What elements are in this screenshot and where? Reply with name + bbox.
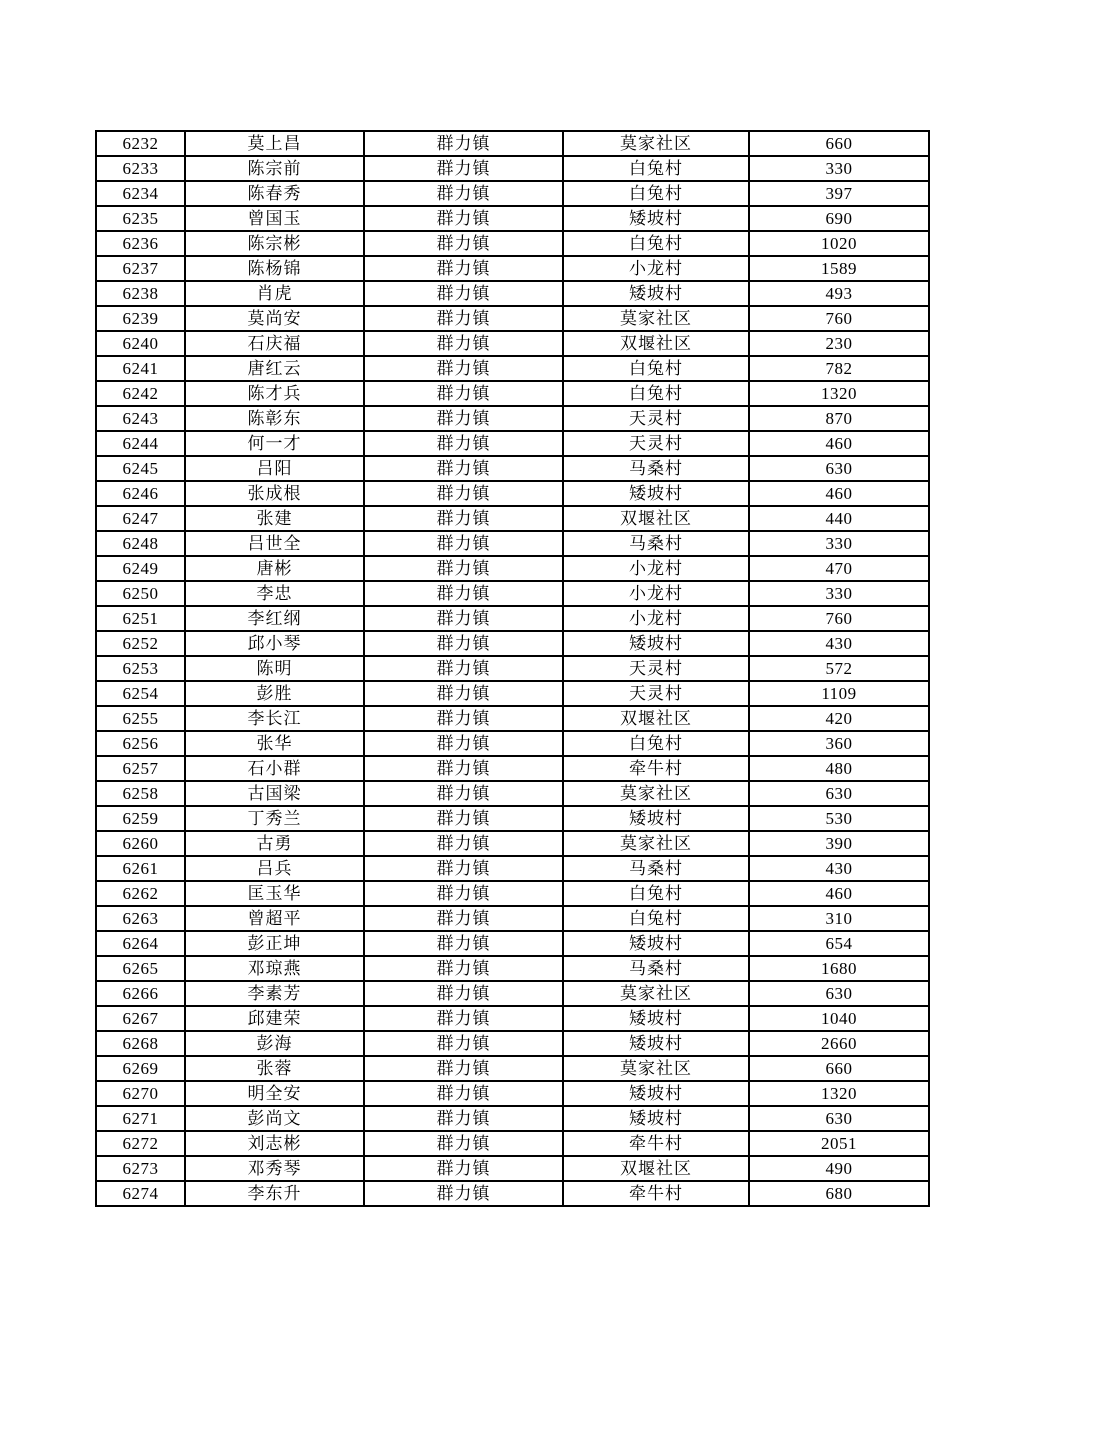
- cell-serial-number: 6238: [96, 281, 185, 306]
- cell-serial-number: 6232: [96, 131, 185, 156]
- cell-village: 矮坡村: [563, 806, 749, 831]
- cell-person-name: 彭海: [185, 1031, 364, 1056]
- cell-amount: 440: [749, 506, 929, 531]
- cell-village: 牵牛村: [563, 1131, 749, 1156]
- cell-town: 群力镇: [364, 1081, 563, 1106]
- cell-amount: 760: [749, 306, 929, 331]
- cell-town: 群力镇: [364, 406, 563, 431]
- cell-person-name: 陈彰东: [185, 406, 364, 431]
- cell-village: 矮坡村: [563, 206, 749, 231]
- cell-serial-number: 6248: [96, 531, 185, 556]
- table-row: [96, 1106, 929, 1131]
- cell-village: 白兔村: [563, 156, 749, 181]
- table-row: [96, 456, 929, 481]
- cell-village: 小龙村: [563, 256, 749, 281]
- cell-town: 群力镇: [364, 681, 563, 706]
- cell-serial-number: 6258: [96, 781, 185, 806]
- cell-serial-number: 6244: [96, 431, 185, 456]
- cell-town: 群力镇: [364, 1181, 563, 1206]
- cell-town: 群力镇: [364, 881, 563, 906]
- cell-town: 群力镇: [364, 1006, 563, 1031]
- cell-village: 莫家社区: [563, 831, 749, 856]
- table-row: [96, 706, 929, 731]
- table-row: [96, 431, 929, 456]
- table-row: [96, 781, 929, 806]
- cell-town: 群力镇: [364, 431, 563, 456]
- cell-town: 群力镇: [364, 206, 563, 231]
- cell-village: 小龙村: [563, 556, 749, 581]
- cell-village: 天灵村: [563, 406, 749, 431]
- cell-amount: 310: [749, 906, 929, 931]
- cell-person-name: 莫尚安: [185, 306, 364, 331]
- cell-town: 群力镇: [364, 1106, 563, 1131]
- cell-village: 牵牛村: [563, 756, 749, 781]
- cell-village: 矮坡村: [563, 1081, 749, 1106]
- cell-person-name: 张建: [185, 506, 364, 531]
- cell-village: 马桑村: [563, 531, 749, 556]
- cell-amount: 630: [749, 456, 929, 481]
- cell-amount: 1040: [749, 1006, 929, 1031]
- cell-town: 群力镇: [364, 456, 563, 481]
- table-row: [96, 731, 929, 756]
- cell-serial-number: 6265: [96, 956, 185, 981]
- cell-amount: 430: [749, 856, 929, 881]
- cell-town: 群力镇: [364, 131, 563, 156]
- cell-village: 莫家社区: [563, 306, 749, 331]
- cell-amount: 330: [749, 581, 929, 606]
- cell-village: 莫家社区: [563, 781, 749, 806]
- cell-person-name: 吕世全: [185, 531, 364, 556]
- cell-village: 莫家社区: [563, 131, 749, 156]
- cell-person-name: 张蓉: [185, 1056, 364, 1081]
- records-table: [95, 130, 930, 1207]
- table-row: [96, 756, 929, 781]
- cell-amount: 782: [749, 356, 929, 381]
- cell-person-name: 刘志彬: [185, 1131, 364, 1156]
- cell-person-name: 陈明: [185, 656, 364, 681]
- cell-serial-number: 6272: [96, 1131, 185, 1156]
- cell-person-name: 陈宗彬: [185, 231, 364, 256]
- cell-serial-number: 6257: [96, 756, 185, 781]
- cell-person-name: 彭正坤: [185, 931, 364, 956]
- table-row: [96, 631, 929, 656]
- cell-amount: 1109: [749, 681, 929, 706]
- table-row: [96, 931, 929, 956]
- table-row: [96, 181, 929, 206]
- cell-amount: 397: [749, 181, 929, 206]
- cell-village: 天灵村: [563, 431, 749, 456]
- cell-amount: 660: [749, 1056, 929, 1081]
- cell-village: 白兔村: [563, 906, 749, 931]
- cell-village: 矮坡村: [563, 631, 749, 656]
- cell-person-name: 陈杨锦: [185, 256, 364, 281]
- cell-village: 矮坡村: [563, 1006, 749, 1031]
- cell-serial-number: 6239: [96, 306, 185, 331]
- cell-village: 白兔村: [563, 181, 749, 206]
- cell-serial-number: 6271: [96, 1106, 185, 1131]
- cell-serial-number: 6269: [96, 1056, 185, 1081]
- cell-person-name: 李红纲: [185, 606, 364, 631]
- cell-village: 白兔村: [563, 381, 749, 406]
- cell-village: 双堰社区: [563, 1156, 749, 1181]
- cell-amount: 660: [749, 131, 929, 156]
- cell-village: 牵牛村: [563, 1181, 749, 1206]
- cell-serial-number: 6249: [96, 556, 185, 581]
- cell-serial-number: 6235: [96, 206, 185, 231]
- cell-town: 群力镇: [364, 981, 563, 1006]
- cell-amount: 680: [749, 1181, 929, 1206]
- cell-person-name: 吕阳: [185, 456, 364, 481]
- cell-amount: 1680: [749, 956, 929, 981]
- cell-person-name: 明全安: [185, 1081, 364, 1106]
- cell-serial-number: 6236: [96, 231, 185, 256]
- cell-town: 群力镇: [364, 531, 563, 556]
- cell-person-name: 邓琼燕: [185, 956, 364, 981]
- table-row: [96, 831, 929, 856]
- table-row: [96, 606, 929, 631]
- cell-amount: 690: [749, 206, 929, 231]
- cell-person-name: 邱小琴: [185, 631, 364, 656]
- cell-village: 双堰社区: [563, 706, 749, 731]
- cell-village: 马桑村: [563, 456, 749, 481]
- cell-person-name: 唐红云: [185, 356, 364, 381]
- cell-serial-number: 6252: [96, 631, 185, 656]
- cell-town: 群力镇: [364, 1056, 563, 1081]
- cell-serial-number: 6270: [96, 1081, 185, 1106]
- cell-serial-number: 6268: [96, 1031, 185, 1056]
- cell-person-name: 丁秀兰: [185, 806, 364, 831]
- table-row: [96, 1131, 929, 1156]
- cell-town: 群力镇: [364, 906, 563, 931]
- cell-serial-number: 6241: [96, 356, 185, 381]
- cell-person-name: 陈宗前: [185, 156, 364, 181]
- cell-town: 群力镇: [364, 706, 563, 731]
- cell-serial-number: 6233: [96, 156, 185, 181]
- cell-town: 群力镇: [364, 606, 563, 631]
- table-row: [96, 1031, 929, 1056]
- cell-town: 群力镇: [364, 856, 563, 881]
- cell-amount: 470: [749, 556, 929, 581]
- cell-town: 群力镇: [364, 1131, 563, 1156]
- cell-serial-number: 6240: [96, 331, 185, 356]
- cell-town: 群力镇: [364, 156, 563, 181]
- cell-town: 群力镇: [364, 731, 563, 756]
- cell-village: 天灵村: [563, 656, 749, 681]
- cell-person-name: 吕兵: [185, 856, 364, 881]
- table-row: [96, 556, 929, 581]
- cell-town: 群力镇: [364, 1156, 563, 1181]
- cell-village: 白兔村: [563, 731, 749, 756]
- cell-village: 白兔村: [563, 881, 749, 906]
- cell-village: 小龙村: [563, 581, 749, 606]
- cell-serial-number: 6255: [96, 706, 185, 731]
- table-row: [96, 356, 929, 381]
- cell-town: 群力镇: [364, 356, 563, 381]
- cell-serial-number: 6256: [96, 731, 185, 756]
- cell-village: 双堰社区: [563, 506, 749, 531]
- cell-town: 群力镇: [364, 281, 563, 306]
- cell-town: 群力镇: [364, 831, 563, 856]
- cell-village: 马桑村: [563, 956, 749, 981]
- cell-town: 群力镇: [364, 231, 563, 256]
- cell-serial-number: 6250: [96, 581, 185, 606]
- cell-person-name: 古勇: [185, 831, 364, 856]
- cell-amount: 2051: [749, 1131, 929, 1156]
- table-row: [96, 1056, 929, 1081]
- cell-person-name: 石庆福: [185, 331, 364, 356]
- cell-village: 小龙村: [563, 606, 749, 631]
- cell-town: 群力镇: [364, 506, 563, 531]
- table-row: [96, 281, 929, 306]
- table-row: [96, 806, 929, 831]
- cell-serial-number: 6247: [96, 506, 185, 531]
- records-table-body: [96, 131, 929, 1206]
- cell-person-name: 陈春秀: [185, 181, 364, 206]
- cell-serial-number: 6261: [96, 856, 185, 881]
- cell-amount: 630: [749, 981, 929, 1006]
- table-row: [96, 131, 929, 156]
- cell-town: 群力镇: [364, 181, 563, 206]
- cell-village: 天灵村: [563, 681, 749, 706]
- cell-amount: 630: [749, 1106, 929, 1131]
- cell-town: 群力镇: [364, 656, 563, 681]
- cell-serial-number: 6264: [96, 931, 185, 956]
- cell-amount: 430: [749, 631, 929, 656]
- cell-town: 群力镇: [364, 331, 563, 356]
- cell-town: 群力镇: [364, 481, 563, 506]
- cell-village: 矮坡村: [563, 481, 749, 506]
- cell-town: 群力镇: [364, 306, 563, 331]
- cell-amount: 420: [749, 706, 929, 731]
- table-row: [96, 581, 929, 606]
- cell-town: 群力镇: [364, 256, 563, 281]
- cell-person-name: 石小群: [185, 756, 364, 781]
- cell-person-name: 肖虎: [185, 281, 364, 306]
- cell-serial-number: 6266: [96, 981, 185, 1006]
- cell-amount: 2660: [749, 1031, 929, 1056]
- table-row: [96, 156, 929, 181]
- table-row: [96, 1081, 929, 1106]
- cell-amount: 330: [749, 531, 929, 556]
- cell-town: 群力镇: [364, 556, 563, 581]
- cell-village: 双堰社区: [563, 331, 749, 356]
- cell-village: 矮坡村: [563, 931, 749, 956]
- cell-person-name: 唐彬: [185, 556, 364, 581]
- cell-amount: 460: [749, 431, 929, 456]
- cell-serial-number: 6246: [96, 481, 185, 506]
- cell-town: 群力镇: [364, 1031, 563, 1056]
- cell-serial-number: 6237: [96, 256, 185, 281]
- cell-amount: 493: [749, 281, 929, 306]
- cell-person-name: 李东升: [185, 1181, 364, 1206]
- cell-amount: 490: [749, 1156, 929, 1181]
- cell-amount: 630: [749, 781, 929, 806]
- table-row: [96, 906, 929, 931]
- cell-serial-number: 6274: [96, 1181, 185, 1206]
- cell-serial-number: 6234: [96, 181, 185, 206]
- cell-person-name: 匡玉华: [185, 881, 364, 906]
- cell-serial-number: 6254: [96, 681, 185, 706]
- cell-person-name: 邓秀琴: [185, 1156, 364, 1181]
- cell-amount: 330: [749, 156, 929, 181]
- cell-amount: 1589: [749, 256, 929, 281]
- cell-amount: 572: [749, 656, 929, 681]
- cell-amount: 654: [749, 931, 929, 956]
- cell-town: 群力镇: [364, 931, 563, 956]
- cell-amount: 460: [749, 481, 929, 506]
- cell-serial-number: 6243: [96, 406, 185, 431]
- table-row: [96, 306, 929, 331]
- table-row: [96, 1156, 929, 1181]
- table-row: [96, 531, 929, 556]
- table-row: [96, 481, 929, 506]
- cell-person-name: 曾国玉: [185, 206, 364, 231]
- cell-person-name: 彭尚文: [185, 1106, 364, 1131]
- cell-person-name: 张成根: [185, 481, 364, 506]
- cell-amount: 460: [749, 881, 929, 906]
- cell-town: 群力镇: [364, 781, 563, 806]
- table-row: [96, 1181, 929, 1206]
- cell-amount: 390: [749, 831, 929, 856]
- cell-amount: 230: [749, 331, 929, 356]
- table-row: [96, 206, 929, 231]
- cell-town: 群力镇: [364, 631, 563, 656]
- table-row: [96, 956, 929, 981]
- cell-village: 马桑村: [563, 856, 749, 881]
- cell-village: 白兔村: [563, 231, 749, 256]
- table-row: [96, 406, 929, 431]
- table-row: [96, 331, 929, 356]
- cell-serial-number: 6260: [96, 831, 185, 856]
- cell-amount: 360: [749, 731, 929, 756]
- cell-village: 白兔村: [563, 356, 749, 381]
- cell-amount: 1320: [749, 1081, 929, 1106]
- cell-person-name: 陈才兵: [185, 381, 364, 406]
- cell-serial-number: 6242: [96, 381, 185, 406]
- cell-person-name: 古国梁: [185, 781, 364, 806]
- table-row: [96, 1006, 929, 1031]
- cell-serial-number: 6253: [96, 656, 185, 681]
- cell-village: 矮坡村: [563, 281, 749, 306]
- cell-person-name: 李长江: [185, 706, 364, 731]
- table-row: [96, 656, 929, 681]
- cell-person-name: 张华: [185, 731, 364, 756]
- table-row: [96, 256, 929, 281]
- cell-amount: 1020: [749, 231, 929, 256]
- cell-person-name: 曾超平: [185, 906, 364, 931]
- cell-amount: 530: [749, 806, 929, 831]
- cell-serial-number: 6259: [96, 806, 185, 831]
- cell-town: 群力镇: [364, 806, 563, 831]
- cell-serial-number: 6262: [96, 881, 185, 906]
- cell-town: 群力镇: [364, 756, 563, 781]
- cell-village: 莫家社区: [563, 1056, 749, 1081]
- cell-person-name: 李素芳: [185, 981, 364, 1006]
- table-row: [96, 381, 929, 406]
- cell-town: 群力镇: [364, 381, 563, 406]
- table-row: [96, 681, 929, 706]
- table-row: [96, 981, 929, 1006]
- cell-person-name: 何一才: [185, 431, 364, 456]
- cell-village: 莫家社区: [563, 981, 749, 1006]
- cell-person-name: 邱建荣: [185, 1006, 364, 1031]
- cell-serial-number: 6273: [96, 1156, 185, 1181]
- cell-amount: 480: [749, 756, 929, 781]
- cell-amount: 1320: [749, 381, 929, 406]
- cell-village: 矮坡村: [563, 1031, 749, 1056]
- cell-person-name: 李忠: [185, 581, 364, 606]
- table-row: [96, 231, 929, 256]
- cell-serial-number: 6267: [96, 1006, 185, 1031]
- cell-serial-number: 6251: [96, 606, 185, 631]
- table-row: [96, 506, 929, 531]
- cell-serial-number: 6245: [96, 456, 185, 481]
- cell-person-name: 彭胜: [185, 681, 364, 706]
- cell-person-name: 莫上昌: [185, 131, 364, 156]
- cell-village: 矮坡村: [563, 1106, 749, 1131]
- cell-serial-number: 6263: [96, 906, 185, 931]
- table-row: [96, 881, 929, 906]
- cell-town: 群力镇: [364, 956, 563, 981]
- cell-town: 群力镇: [364, 581, 563, 606]
- cell-amount: 760: [749, 606, 929, 631]
- table-row: [96, 856, 929, 881]
- cell-amount: 870: [749, 406, 929, 431]
